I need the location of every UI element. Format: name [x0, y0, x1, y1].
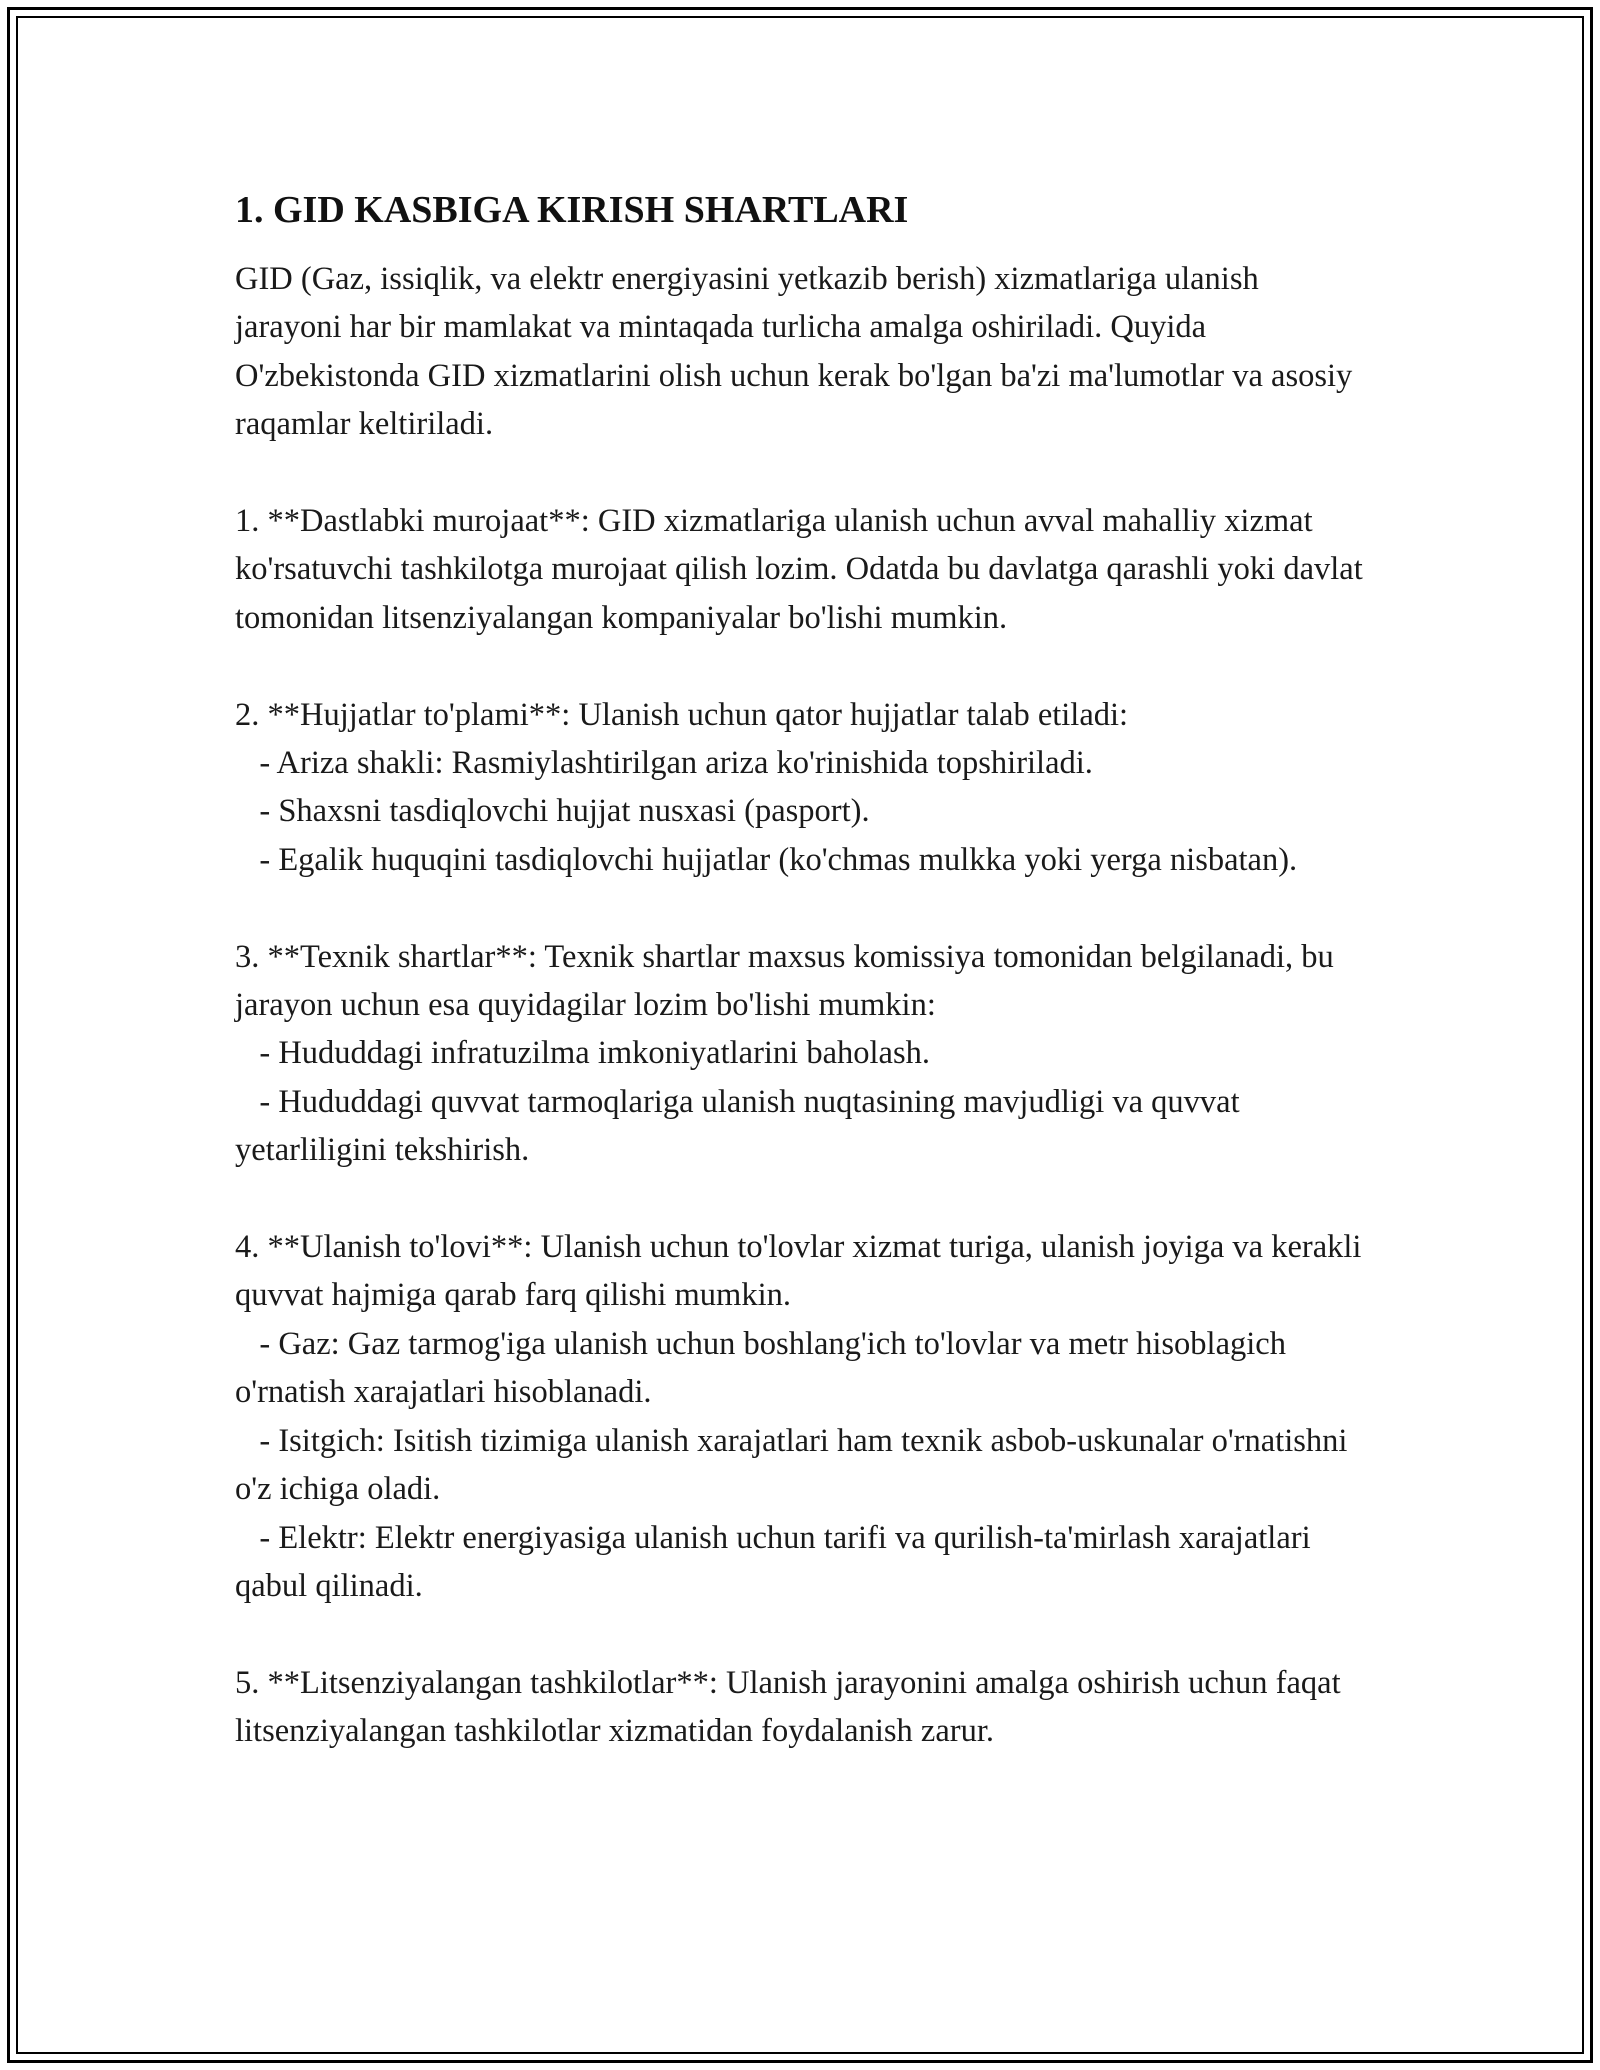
- section-5-text: 5. **Litsenziyalangan tashkilotlar**: Ulanish jarayonini amalga oshirish uchun faqat litsenziyalangan tashkilotlar xizmatidan foydalanish zarur.: [235, 1664, 1349, 1750]
- list-item-text: - Shaxsni tasdiqlovchi hujjat nusxasi (pasport).: [259, 793, 870, 830]
- section-3-item: [235, 1078, 1365, 1175]
- page-title: 1. GID KASBIGA KIRISH SHARTLARI: [235, 189, 909, 231]
- section-3-item: [235, 1029, 1365, 1077]
- section-2-item: [235, 739, 1365, 787]
- list-item-text: - Hududdagi infratuzilma imkoniyatlarini baholash.: [259, 1035, 930, 1072]
- section-4-item: [235, 1417, 1365, 1514]
- spacer: [235, 642, 1365, 690]
- section-2-item: [235, 787, 1365, 835]
- section-2-text: 2. **Hujjatlar to'plami**: Ulanish uchun qator hujjatlar talab etiladi:: [235, 696, 1129, 733]
- list-item-text: - Hududdagi quvvat tarmoqlariga ulanish nuqtasining mavjudligi va quvvat yetarliligini tekshirish.: [235, 1083, 1248, 1169]
- section-4-item: [235, 1514, 1365, 1611]
- list-item-text: - Ariza shakli: Rasmiylashtirilgan ariza ko'rinishida topshiriladi.: [259, 745, 1093, 782]
- section-3-text: 3. **Texnik shartlar**: Texnik shartlar maxsus komissiya tomonidan belgilanadi, bu jarayon uchun esa quyidagilar lozim bo'lishi mumkin:: [235, 938, 1342, 1024]
- section-2-item: [235, 836, 1365, 884]
- section-4-text: 4. **Ulanish to'lovi**: Ulanish uchun to'lovlar xizmat turiga, ulanish joyiga va kerakli quvvat hajmiga qarab farq qilishi mumkin.: [235, 1229, 1370, 1314]
- spacer: [235, 1175, 1365, 1223]
- spacer: [235, 449, 1365, 497]
- list-item-text: - Egalik huquqini tasdiqlovchi hujjatlar (ko'chmas mulkka yoki yerga nisbatan).: [259, 841, 1298, 878]
- document-body: [235, 185, 1371, 1756]
- section-1-text: 1. **Dastlabki murojaat**: GID xizmatlariga ulanish uchun avval mahalliy xizmat ko'rsatuvchi tashkilotga murojaat qilish lozim. Odatda bu davlatga qarashli yoki davlat tomonidan litsenziyalangan kompaniyalar bo'lishi mumkin.: [235, 503, 1371, 636]
- list-item-text: - Elektr: Elektr energiyasiga ulanish uchun tarifi va qurilish-ta'mirlash xarajatlari qabul qilinadi.: [235, 1519, 1319, 1604]
- spacer: [235, 1610, 1365, 1658]
- intro-paragraph: GID (Gaz, issiqlik, va elektr energiyasini yetkazib berish) xizmatlariga ulanish jarayoni har bir mamlakat va mintaqada turlicha amalga oshiriladi. Quyida O'zbekistonda GID xizmatlarini olish uchun kerak bo'lgan ba'zi ma'lumotlar va asosiy raqamlar keltiriladi.: [235, 261, 1361, 443]
- list-item-text: - Isitgich: Isitish tizimiga ulanish xarajatlari ham texnik asbob-uskunalar o'rnatishni o'z ichiga oladi.: [235, 1422, 1356, 1508]
- list-item-text: - Gaz: Gaz tarmog'iga ulanish uchun boshlang'ich to'lovlar va metr hisoblagich o'rnatish xarajatlari hisoblanadi.: [235, 1325, 1295, 1411]
- spacer: [235, 884, 1365, 932]
- section-4-item: [235, 1320, 1365, 1417]
